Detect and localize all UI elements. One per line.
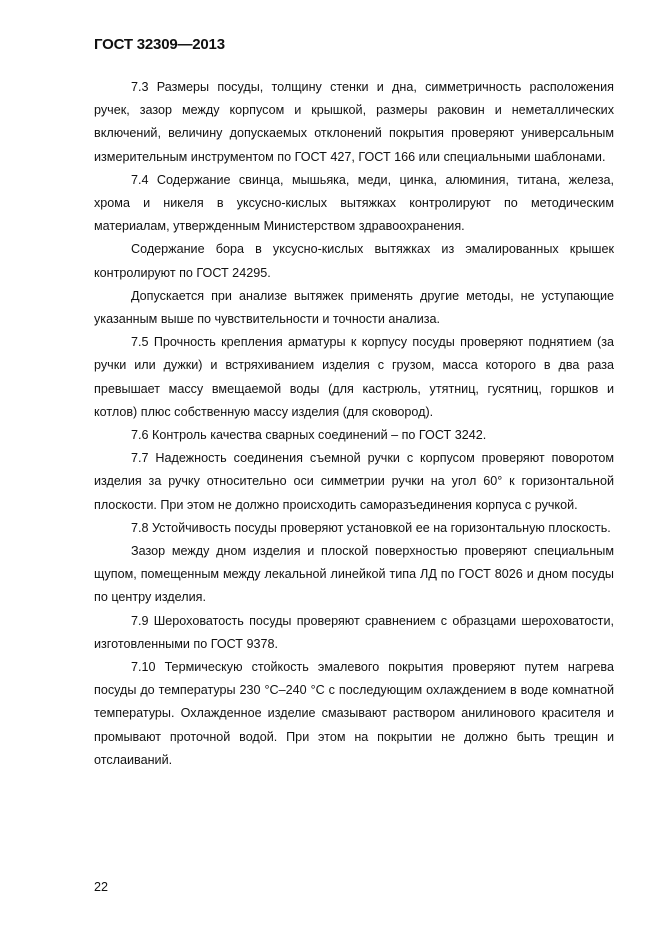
paragraph-7-4: 7.4 Содержание свинца, мышьяка, меди, цинка, алюминия, титана, железа, хрома и никеля в уксусно-кислых вытяжках контролируют по методическим материалам, утвержденным Министерством здравоохранения.	[94, 172, 614, 234]
page-number: 22	[94, 880, 109, 894]
paragraph-7-6: 7.6 Контроль качества сварных соединений – по ГОСТ 3242.	[131, 428, 487, 443]
paragraph-7-3: 7.3 Размеры посуды, толщину стенки и дна, симметричность расположения ручек, зазор между корпусом и крышкой, размеры раковин и неметаллических включений, величину допускаемых отклонений покрытия проверяют универсальным измерительным инструментом по ГОСТ 427, ГОСТ 166 или специальными шаблонами.	[94, 80, 614, 164]
paragraph-7-10: 7.10 Термическую стойкость эмалевого покрытия проверяют путем нагрева посуды до температуры 230 °С–240 °С с последующим охлаждением в воде комнатной температуры. Охлажденное изделие смазывают раствором анилинового красителя и промывают проточной водой. При этом на покрытии не должно быть трещин и отслаиваний.	[94, 660, 614, 767]
paragraph-7-8: 7.8 Устойчивость посуды проверяют установкой ее на горизонтальную плоскость.	[131, 520, 611, 535]
paragraph-boron-content: Содержание бора в уксусно-кислых вытяжках из эмалированных крышек контролируют по ГОСТ 24295.	[94, 242, 614, 280]
document-body	[94, 76, 614, 772]
paragraph-7-5: 7.5 Прочность крепления арматуры к корпусу посуды проверяют поднятием (за ручки или дужки) и встряхиванием изделия с грузом, масса которого в два раза превышает массу вмещаемой воды (для кастрюль, утятниц, гусятниц, горшков и котлов) плюс собственную массу изделия (для сковород).	[94, 335, 614, 419]
paragraph-7-7: 7.7 Надежность соединения съемной ручки с корпусом проверяют поворотом изделия за ручку относительно оси симметрии ручки на угол 60° к горизонтальной плоскости. При этом не должно происходить саморазъединения корпуса с ручкой.	[94, 451, 614, 512]
paragraph-7-9: 7.9 Шероховатость посуды проверяют сравнением с образцами шероховатости, изготовленными по ГОСТ 9378.	[94, 613, 614, 651]
document-header: ГОСТ 32309—2013	[94, 36, 225, 53]
paragraph-other-methods: Допускается при анализе вытяжек применять другие методы, не уступающие указанным выше по чувствительности и точности анализа.	[94, 288, 614, 327]
paragraph-gap-check: Зазор между дном изделия и плоской поверхностью проверяют специальным щупом, помещенным между лекальной линейкой типа ЛД по ГОСТ 8026 и дном посуды по центру изделия.	[94, 544, 614, 605]
